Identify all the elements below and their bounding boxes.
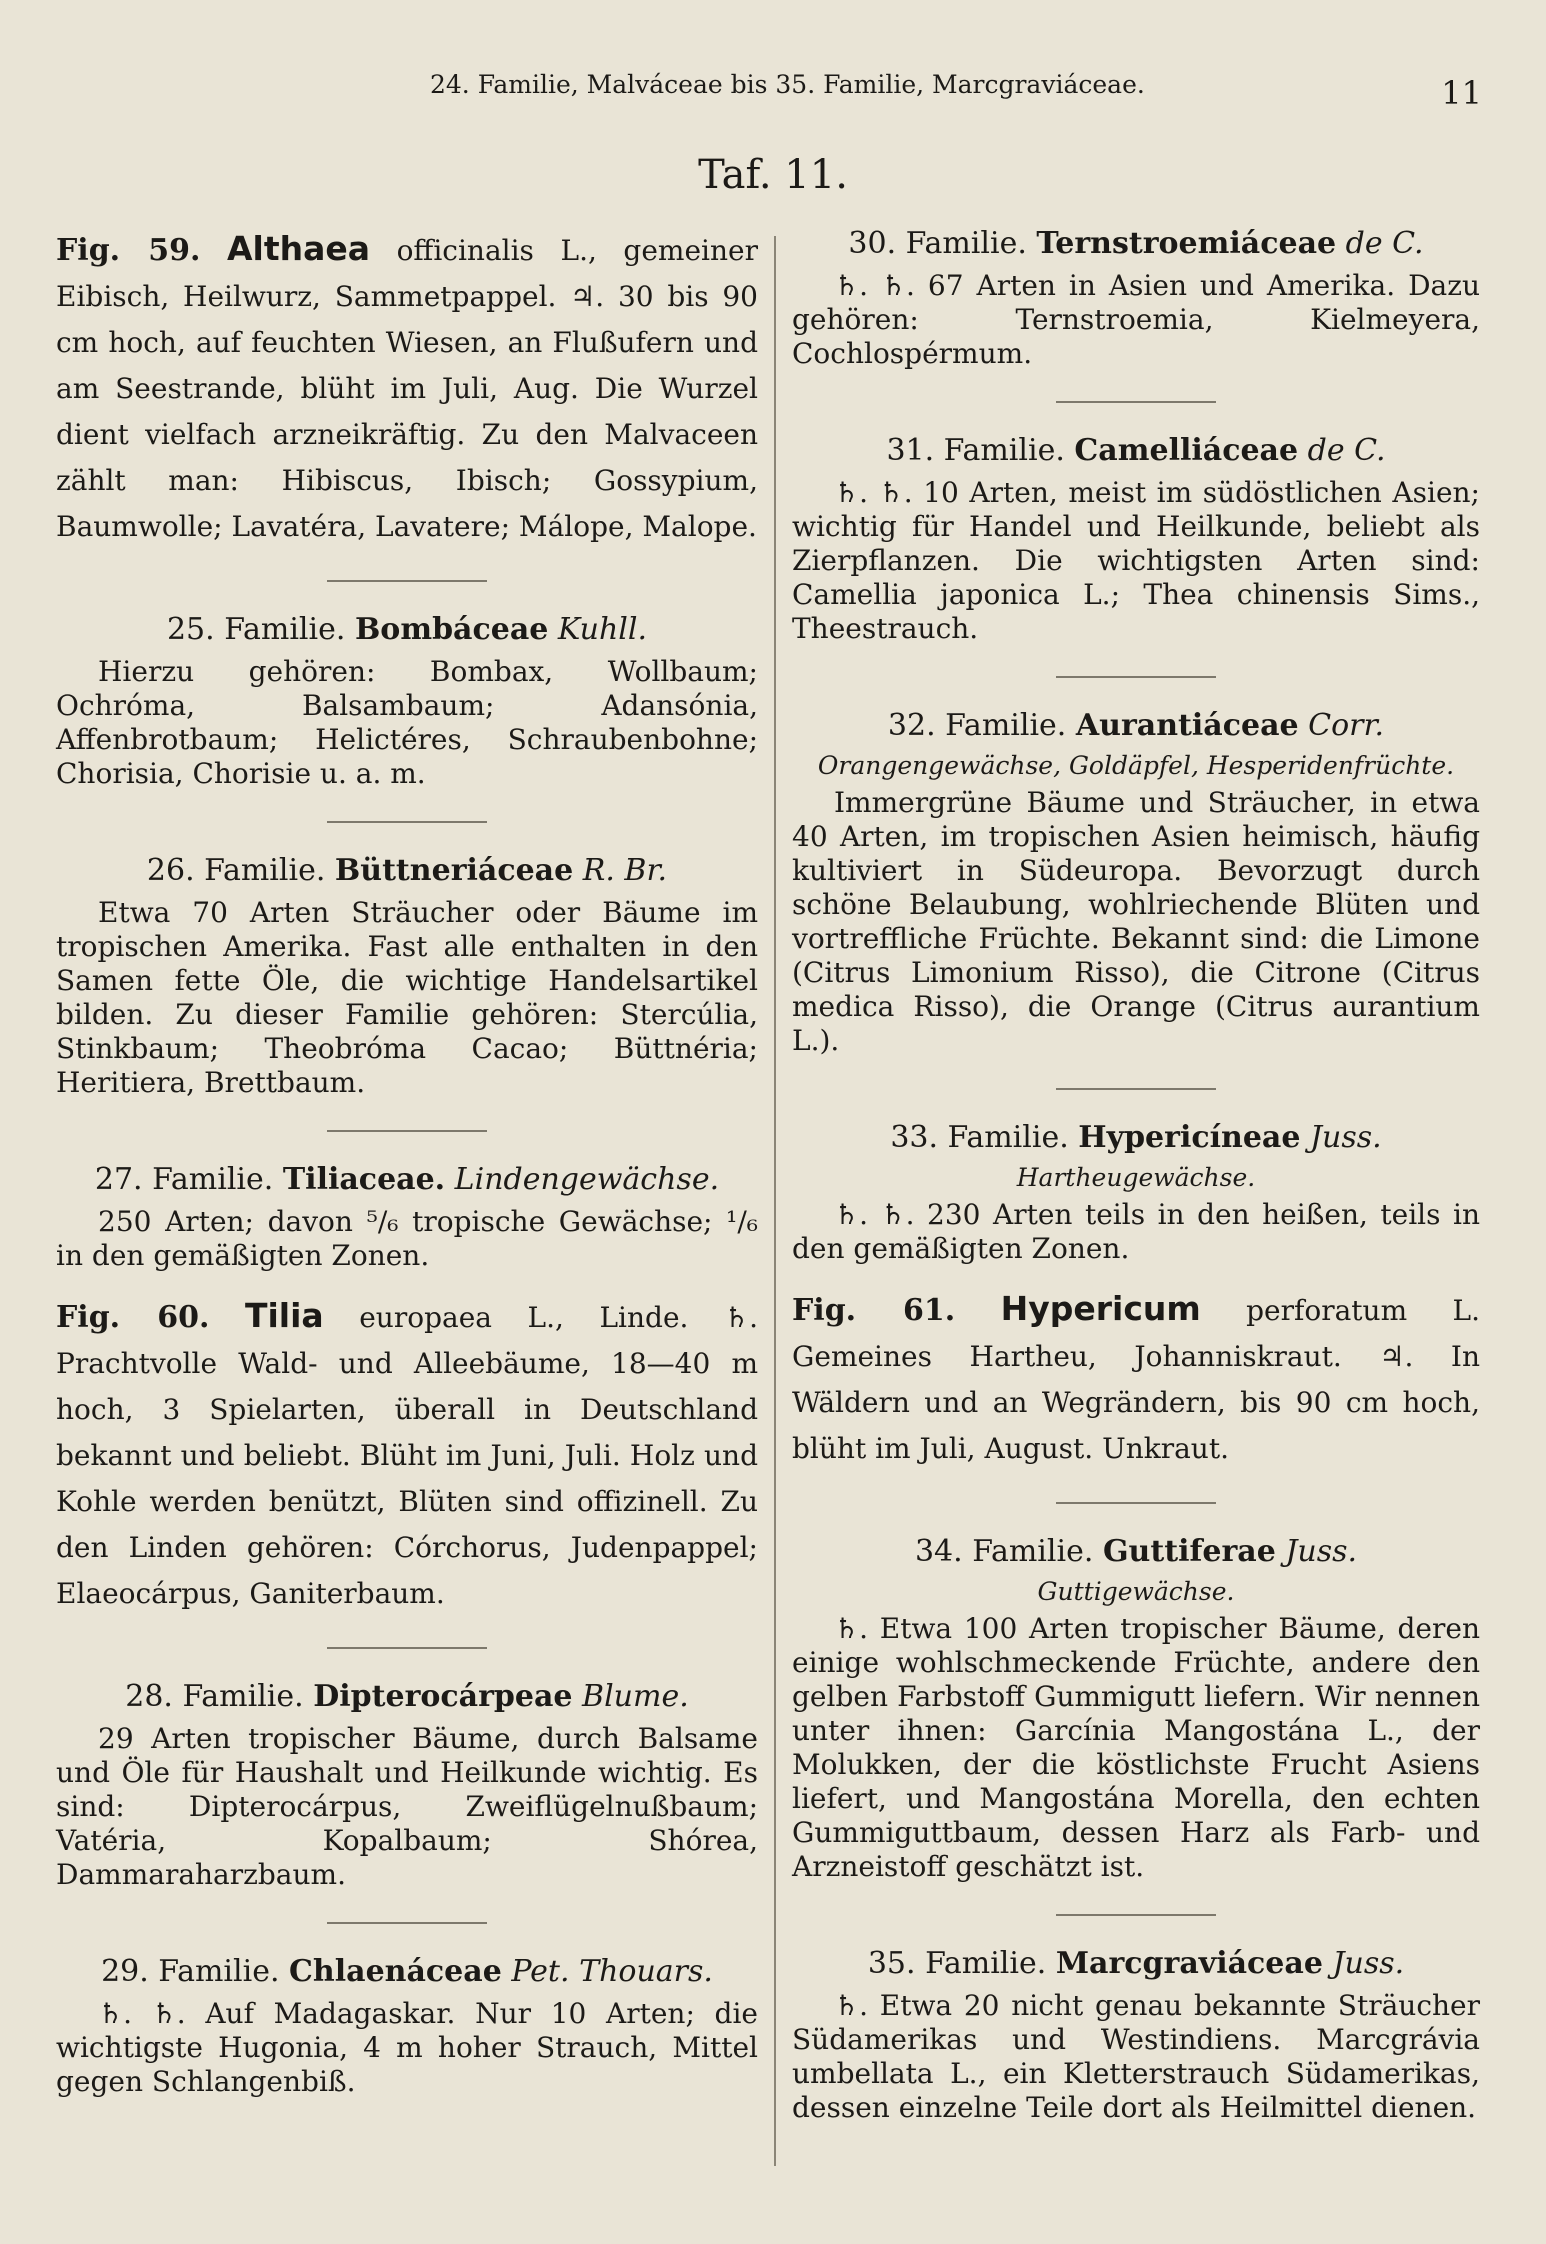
family-number: 27. Familie. [94,1162,274,1197]
family-text: 29 Arten tropischer Bäume, durch Balsame und Öle für Haushalt und Heilkunde wichtig. Es sind: Dipterocárpus, Zweiflügelnußbaum; Vatéria, Kopalbaum; Shórea, Dammaraharzbaum. [56,1722,758,1891]
fig-text: europaea L., Linde. ♄. Prachtvolle Wald- und Alleebäume, 18—40 m hoch, 3 Spielarten, überall in Deutschland bekannt und beliebt. Blüht im Juni, Juli. Holz und Kohle werden benützt, Blüten sind offizinell. Zu den Linden gehören: Córchorus, Judenpappel; Elaeocárpus, Ganiterbaum. [56,1301,758,1610]
family-author: Pet. Thouars. [511,1954,713,1989]
family-number: 32. Familie. [887,708,1067,743]
left-column [56,226,758,2119]
family-name: Camelliáceae [1074,433,1299,468]
family-text: ♄. ♄. 10 Arten, meist im südöstlichen Asien; wichtig für Handel und Heilkunde, beliebt als Zierpflanzen. Die wichtigsten Arten sind: Camellia japonica L.; Thea chinensis Sims., Theestrauch. [792,476,1480,645]
fig-label: Fig. 61. [792,1293,956,1328]
right-column [792,226,1480,2145]
family-text: ♄. ♄. 230 Arten teils in den heißen, teils in den gemäßigten Zonen. [792,1198,1480,1265]
family-author: Corr. [1308,708,1385,743]
fig-genus: Tilia [244,1296,324,1335]
family-number: 31. Familie. [886,433,1065,468]
family-common-name: Hartheugewächse. [1016,1163,1256,1192]
fig-60-entry [56,1293,758,1617]
fig-text: officinalis L., gemeiner Eibisch, Heilwurz, Sammetpappel. ♃. 30 bis 90 cm hoch, auf feuchten Wiesen, an Flußufern und am Seestrande, blüht im Juli, Aug. Die Wurzel dient vielfach arzneikräftig. Zu den Malvaceen zählt man: Hibiscus, Ibisch; Gossypium, Baumwolle; Lavatéra, Lavatere; Málope, Malope. [56,234,758,543]
family-common-name: Guttigewächse. [1037,1577,1235,1606]
family-30 [792,226,1480,371]
family-number: 35. Familie. [867,1946,1047,1981]
family-number: 33. Familie. [890,1120,1069,1155]
family-name: Dipterocárpeae [313,1679,573,1714]
family-author: Juss. [1332,1946,1405,1981]
section-rule [1056,401,1216,403]
fig-text: perforatum L. Gemeines Hartheu, Johanniskraut. ♃. In Wäldern und an Wegrändern, bis 90 cm hoch, blüht im Juli, August. Unkraut. [792,1294,1480,1465]
family-author: Kuhll. [557,612,648,647]
family-27 [56,1162,758,1273]
fig-genus: Althaea [226,229,371,268]
family-number: 26. Familie. [146,853,326,888]
page-number: 11 [1441,74,1482,112]
family-33 [792,1120,1480,1266]
family-name: Bombáceae [354,612,549,647]
section-rule [1056,676,1216,678]
family-name: Tiliaceae. [282,1162,446,1197]
section-rule [327,1647,487,1649]
family-25 [56,612,758,791]
family-number: 28. Familie. [125,1679,304,1714]
family-text: ♄. ♄. Auf Madagaskar. Nur 10 Arten; die wichtigste Hugonia, 4 m hoher Strauch, Mittel gegen Schlangenbiß. [56,1997,758,2098]
family-number: 25. Familie. [166,612,346,647]
family-common-name: Lindengewächse. [454,1162,720,1197]
family-text: 250 Arten; davon ⁵/₆ tropische Gewächse; ¹/₆ in den gemäßigten Zonen. [56,1205,758,1272]
fig-59-entry [56,226,758,550]
family-text: Immergrüne Bäume und Sträucher, in etwa 40 Arten, im tropischen Asien heimisch, häufig kultiviert in Südeuropa. Bevorzugt durch schöne Belaubung, wohlriechende Blüten und vortreffliche Früchte. Bekannt sind: die Limone (Citrus Limonium Risso), die Citrone (Citrus medica Risso), die Orange (Citrus aurantium L.). [792,786,1480,1057]
family-28 [56,1679,758,1892]
section-rule [327,580,487,582]
family-text: ♄. Etwa 100 Arten tropischer Bäume, deren einige wohlschmeckende Früchte, andere den gelben Farbstoff Gummigutt liefern. Wir nennen unter ihnen: Garcínia Mangostána L., der Molukken, der die köstlichste Frucht Asiens liefert, und Mangostána Morella, den echten Gummiguttbaum, dessen Harz als Farb- und Arzneistoff geschätzt ist. [792,1612,1480,1883]
family-author: Juss. [1309,1120,1382,1155]
section-rule [1056,1088,1216,1090]
family-name: Hypericíneae [1078,1120,1301,1155]
family-author: Juss. [1285,1534,1358,1569]
family-name: Aurantiáceae [1075,708,1299,743]
family-31 [792,433,1480,646]
column-divider [774,236,776,2166]
family-29 [56,1954,758,2099]
section-rule [327,1130,487,1132]
family-text: ♄. ♄. 67 Arten in Asien und Amerika. Dazu gehören: Ternstroemia, Kielmeyera, Cochlospérmum. [792,269,1480,370]
family-author: de C. [1307,433,1386,468]
family-author: Blume. [582,1679,689,1714]
family-text: Etwa 70 Arten Sträucher oder Bäume im tropischen Amerika. Fast alle enthalten in den Samen fette Öle, die wichtige Handelsartikel bilden. Zu dieser Familie gehören: Stercúlia, Stinkbaum; Theobróma Cacao; Büttnéria; Heritiera, Brettbaum. [56,896,758,1099]
section-rule [1056,1914,1216,1916]
running-head: 24. Familie, Malváceae bis 35. Familie, Marcgraviáceae. [430,70,1145,99]
family-author: de C. [1345,226,1424,261]
fig-label: Fig. 59. [56,233,201,268]
family-name: Guttiferae [1102,1534,1276,1569]
plate-title: Taf. 11. [698,152,848,198]
family-name: Ternstroemiáceae [1036,226,1337,261]
family-author: R. Br. [582,853,668,888]
family-text: ♄. Etwa 20 nicht genau bekannte Sträucher Südamerikas und Westindiens. Marcgrávia umbellata L., ein Kletterstrauch Südamerikas, dessen einzelne Teile dort als Heilmittel dienen. [792,1989,1480,2124]
fig-label: Fig. 60. [56,1300,210,1335]
family-name: Chlaenáceae [289,1954,502,1989]
section-rule [327,821,487,823]
family-common-name: Orangengewächse, Goldäpfel, Hesperidenfrüchte. [817,751,1455,780]
section-rule [1056,1502,1216,1504]
family-number: 34. Familie. [914,1534,1094,1569]
fig-genus: Hypericum [1000,1289,1201,1328]
family-name: Büttneriáceae [334,853,574,888]
section-rule [327,1922,487,1924]
family-26 [56,853,758,1100]
family-32 [792,708,1480,1058]
fig-61-entry [792,1286,1480,1472]
family-number: 30. Familie. [848,226,1027,261]
family-name: Marcgraviáceae [1055,1946,1323,1981]
family-35 [792,1946,1480,2125]
family-34 [792,1534,1480,1884]
family-text: Hierzu gehören: Bombax, Wollbaum; Ochróma, Balsambaum; Adansónia, Affenbrotbaum; Helictéres, Schraubenbohne; Chorisia, Chorisie u. a. m. [56,655,758,790]
family-number: 29. Familie. [101,1954,280,1989]
